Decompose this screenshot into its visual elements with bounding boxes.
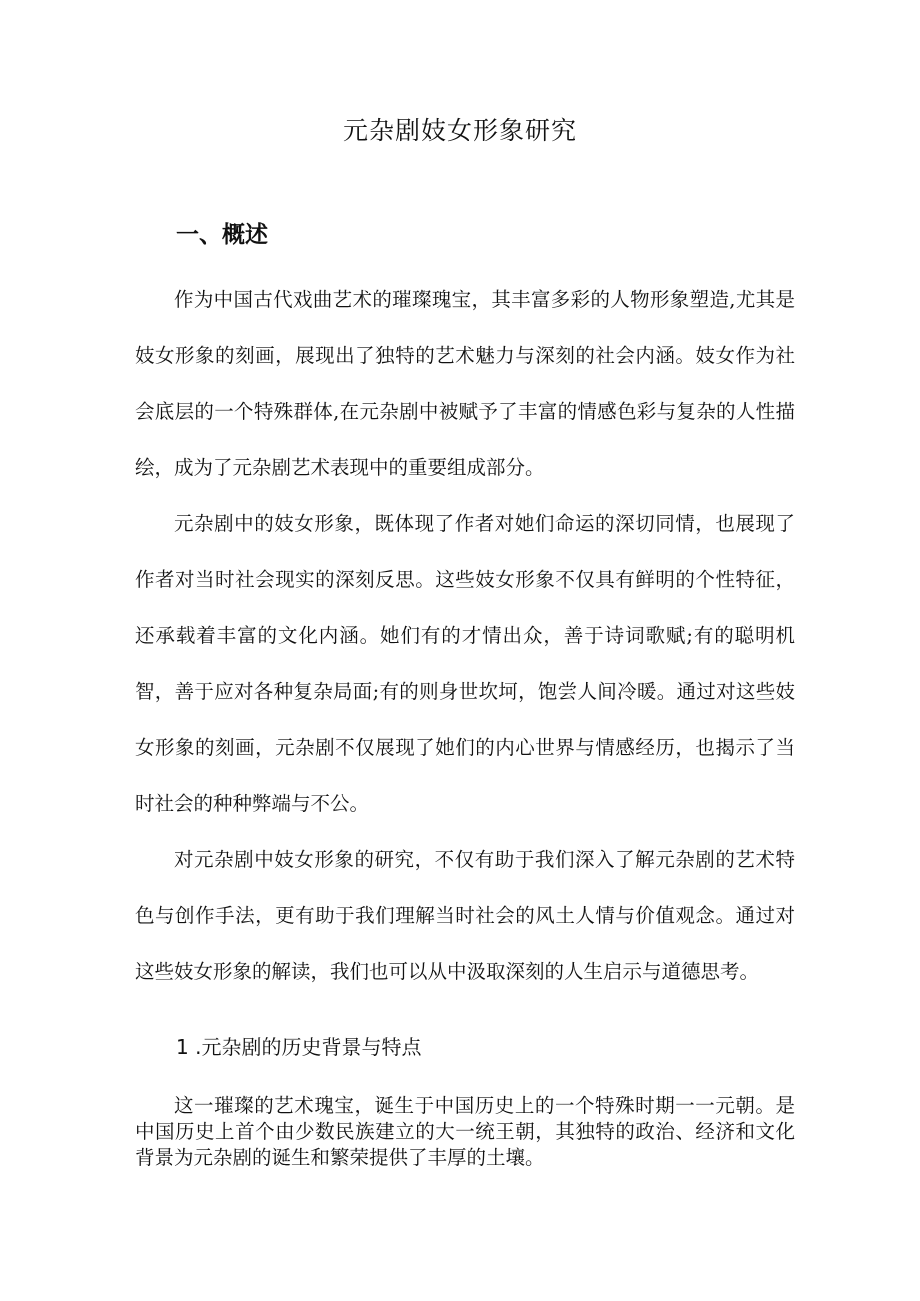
document-title: 元杂剧妓女形象研究 <box>342 116 577 145</box>
section-heading-overview: 一、概述 <box>176 222 268 248</box>
paragraph-intro: 作为中国古代戏曲艺术的璀璨瑰宝，其丰富多彩的人物形象塑造,尤其是妓女形象的刻画，展现出了独特的艺术魅力与深刻的社会内涵。妓女作为社会底层的一个特殊群体,在元杂剧中被赋予了丰富的情感色彩与复杂的人性描绘，成为了元杂剧艺术表现中的重要组成部分。 <box>135 288 795 479</box>
paragraph-history: 这一璀璨的艺术瑰宝，诞生于中国历史上的一个特殊时期一一元朝。是中国历史上首个由少数民族建立的大一统王朝，其独特的政治、经济和文化背景为元杂剧的诞生和繁荣提供了丰厚的土壤。 <box>135 1094 795 1169</box>
paragraph-character-analysis: 元杂剧中的妓女形象，既体现了作者对她们命运的深切同情，也展现了作者对当时社会现实的深刻反思。这些妓女形象不仅具有鲜明的个性特征，还承载着丰富的文化内涵。她们有的才情出众，善于诗词歌赋;有的聪明机智，善于应对各种复杂局面;有的则身世坎坷，饱尝人间冷暖。通过对这些妓女形象的刻画，元杂剧不仅展现了她们的内心世界与情感经历，也揭示了当时社会的种种弊端与不公。 <box>135 512 795 815</box>
subsection-heading-history: 1 .元杂剧的历史背景与特点 <box>176 1035 422 1059</box>
paragraph-research-value: 对元杂剧中妓女形象的研究，不仅有助于我们深入了解元杂剧的艺术特色与创作手法，更有助于我们理解当时社会的风土人情与价值观念。通过对这些妓女形象的解读，我们也可以从中汲取深刻的人生启示与道德思考。 <box>135 848 795 983</box>
